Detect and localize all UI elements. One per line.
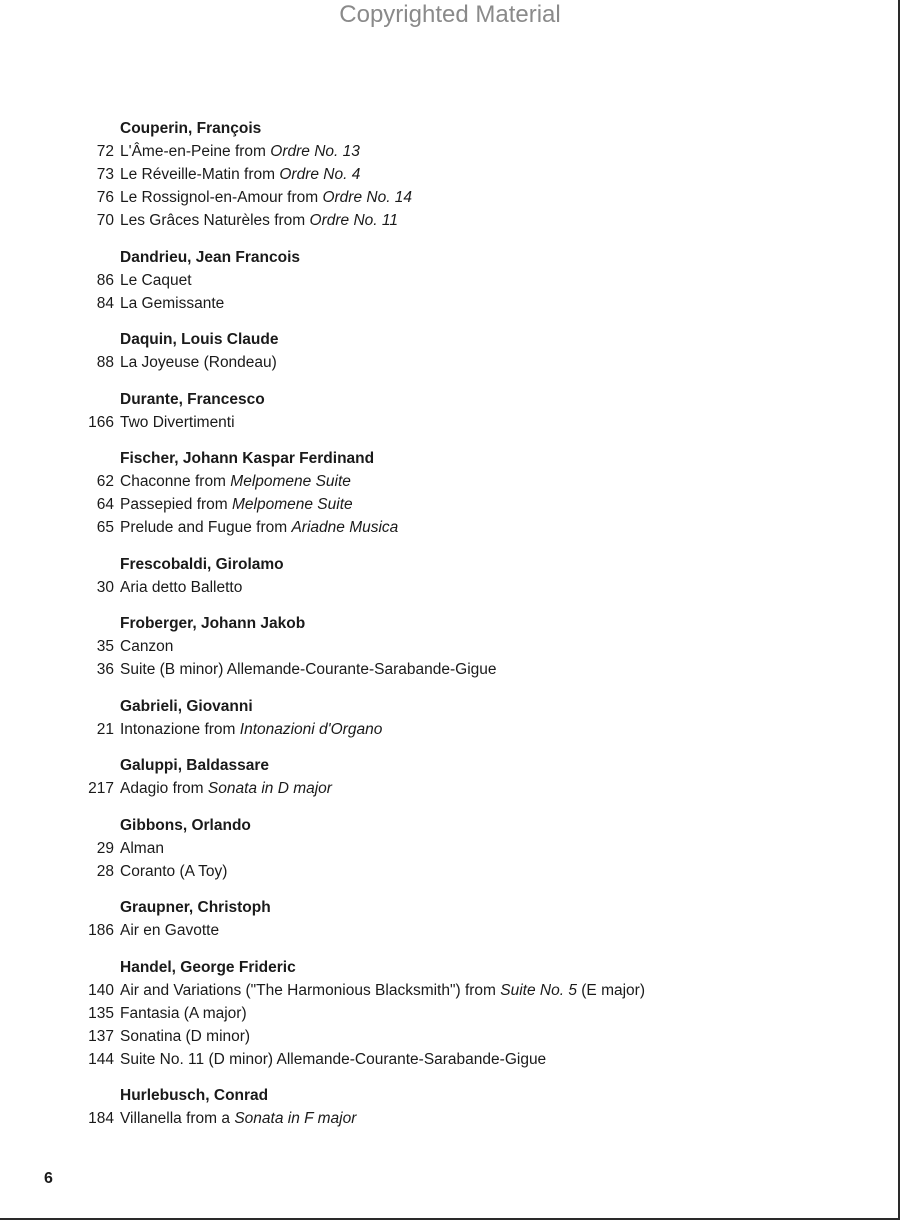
- composer-section: [78, 814, 838, 883]
- entry-page-number: 86: [96, 271, 114, 289]
- entry-title-text: Passepied from: [120, 496, 232, 513]
- entry-title: [114, 516, 398, 539]
- entry-title: [114, 919, 219, 942]
- composer-section: [78, 328, 838, 374]
- entry-title-text: Two Divertimenti: [120, 413, 235, 431]
- entry-page-number: 135: [88, 1004, 114, 1022]
- entry-title: [114, 658, 497, 681]
- entry-title-text: Adagio from: [120, 780, 208, 797]
- entry-page-number: 28: [96, 862, 114, 880]
- entry-page-number: 65: [96, 519, 114, 536]
- entry-title-text: Villanella from a: [120, 1110, 235, 1127]
- entry-source-work: Ariadne Musica: [291, 519, 399, 536]
- composer-name: Dandrieu, Jean Francois: [120, 248, 301, 266]
- entry-title-text: La Joyeuse (Rondeau): [120, 354, 277, 371]
- composer-section: [78, 388, 838, 434]
- composer-name: Couperin, François: [120, 120, 262, 137]
- entry-page-number: 64: [96, 496, 114, 513]
- index-entry: [78, 411, 838, 434]
- entry-title: [114, 837, 164, 860]
- entry-title-text: Suite (B minor) Allemande-Courante-Sarabande-Gigue: [120, 661, 497, 678]
- entry-title: [114, 493, 353, 516]
- entry-page-number: 73: [96, 166, 114, 183]
- index-entry: [78, 351, 838, 374]
- entry-page-number: 88: [96, 354, 114, 371]
- entry-source-work: Sonata in D major: [207, 780, 332, 797]
- entry-source-work: Melpomene Suite: [230, 473, 351, 490]
- entry-title-text: L'Âme-en-Peine from: [120, 143, 271, 160]
- entry-page-number: 36: [96, 661, 114, 678]
- index-entry: [78, 1002, 838, 1025]
- entry-page-number: 29: [96, 839, 114, 857]
- entry-page-number: 70: [96, 212, 114, 229]
- composer-name: Hurlebusch, Conrad: [120, 1087, 269, 1104]
- entry-page-number: 84: [96, 294, 114, 312]
- entry-page-number: 30: [96, 578, 114, 596]
- entry-title-text: Air and Variations ("The Harmonious Blacksmith") from: [120, 981, 501, 999]
- entry-source-work: Ordre No. 11: [309, 212, 398, 229]
- index-entry: [78, 1048, 838, 1071]
- entry-title-text: Air en Gavotte: [120, 922, 220, 939]
- index-entry: [78, 658, 838, 681]
- composer-name: Handel, George Frideric: [120, 958, 296, 976]
- entry-title: [114, 140, 360, 163]
- index-entry: [78, 979, 838, 1002]
- entry-title-suffix: (E major): [576, 981, 645, 999]
- composer-section: [78, 246, 838, 315]
- index-entry: [78, 1107, 838, 1130]
- index-entry: [78, 919, 838, 942]
- composer-section: [78, 117, 838, 232]
- entry-title: [114, 576, 242, 599]
- composer-section: [78, 612, 838, 681]
- composer-section: [78, 553, 838, 599]
- entry-title-text: Le Réveille-Matin from: [120, 166, 280, 183]
- entry-source-work: Suite No. 5: [500, 981, 577, 999]
- entry-title: [114, 635, 173, 658]
- index-entry: [78, 777, 838, 800]
- entry-page-number: 186: [88, 922, 114, 939]
- entry-title: [114, 269, 192, 292]
- composer-name: Daquin, Louis Claude: [120, 331, 279, 348]
- entry-title: [114, 209, 398, 232]
- index-entry: [78, 718, 838, 741]
- composer-section: [78, 695, 838, 741]
- composer-name: Gabrieli, Giovanni: [120, 697, 253, 715]
- index-entry: [78, 292, 838, 315]
- composer-section: [78, 956, 838, 1071]
- index-entry: [78, 1025, 838, 1048]
- entry-title: [114, 1048, 546, 1071]
- composer-name: Graupner, Christoph: [120, 899, 271, 916]
- composer-name: Froberger, Johann Jakob: [120, 615, 306, 632]
- entry-title: [114, 411, 235, 434]
- entry-source-work: Melpomene Suite: [232, 496, 353, 513]
- composer-name: Galuppi, Baldassare: [120, 757, 270, 774]
- entry-page-number: 140: [88, 981, 114, 999]
- entry-title: [114, 860, 227, 883]
- composer-section: [78, 447, 838, 539]
- index-entry: [78, 470, 838, 493]
- entry-title: [114, 1002, 247, 1025]
- entry-title: [114, 186, 412, 209]
- entry-title-text: Fantasia (A major): [120, 1004, 247, 1022]
- index-entry: [78, 140, 838, 163]
- entry-title: [114, 979, 645, 1002]
- entry-title-text: Aria detto Balletto: [120, 578, 243, 596]
- entry-title: [114, 163, 360, 186]
- entry-title-text: Alman: [120, 839, 164, 857]
- index-entry: [78, 209, 838, 232]
- entry-title-text: Le Caquet: [120, 271, 192, 289]
- entry-title: [114, 292, 224, 315]
- entry-page-number: 184: [88, 1110, 114, 1127]
- entry-title: [114, 1107, 356, 1130]
- entry-page-number: 62: [96, 473, 114, 490]
- composer-section: [78, 754, 838, 800]
- composer-section: [78, 896, 838, 942]
- page-number: 6: [44, 1170, 53, 1187]
- entry-title: [114, 351, 277, 374]
- index-entry: [78, 635, 838, 658]
- entry-page-number: 72: [96, 143, 114, 160]
- entry-title-text: Intonazione from: [120, 720, 240, 738]
- composer-name: Fischer, Johann Kaspar Ferdinand: [120, 450, 375, 467]
- entry-page-number: 35: [96, 638, 114, 655]
- index-entry: [78, 186, 838, 209]
- entry-page-number: 137: [88, 1027, 114, 1045]
- index-entry: [78, 860, 838, 883]
- copyright-watermark: Copyrighted Material: [339, 1, 561, 28]
- index-entry: [78, 516, 838, 539]
- entry-title: [114, 470, 351, 493]
- entry-page-number: 21: [96, 720, 114, 738]
- composer-name: Gibbons, Orlando: [120, 816, 251, 834]
- entry-source-work: Ordre No. 14: [322, 189, 413, 206]
- entry-page-number: 144: [88, 1050, 114, 1068]
- index-entry: [78, 163, 838, 186]
- composer-name: Frescobaldi, Girolamo: [120, 555, 284, 573]
- index-entry: [78, 576, 838, 599]
- entry-title-text: La Gemissante: [120, 294, 225, 312]
- entry-title-text: Le Rossignol-en-Amour from: [120, 189, 323, 206]
- index-entry: [78, 837, 838, 860]
- entry-source-work: Sonata in F major: [234, 1110, 357, 1127]
- entry-title: [114, 777, 332, 800]
- entry-page-number: 217: [88, 780, 114, 797]
- entry-title-text: Coranto (A Toy): [120, 862, 228, 880]
- entry-page-number: 166: [88, 413, 114, 431]
- entry-title-text: Les Grâces Naturèles from: [120, 212, 310, 229]
- index-entry: [78, 269, 838, 292]
- entry-title-text: Canzon: [120, 638, 174, 655]
- entry-source-work: Ordre No. 4: [279, 166, 361, 183]
- entry-title-text: Prelude and Fugue from: [120, 519, 292, 536]
- entry-title: [114, 718, 382, 741]
- entry-title-text: Chaconne from: [120, 473, 231, 490]
- composer-section: [78, 1084, 838, 1130]
- entry-title: [114, 1025, 250, 1048]
- index-entry: [78, 493, 838, 516]
- composer-index: [78, 117, 838, 1144]
- entry-title-text: Sonatina (D minor): [120, 1027, 251, 1045]
- entry-page-number: 76: [96, 189, 114, 206]
- entry-source-work: Intonazioni d'Organo: [239, 720, 383, 738]
- entry-source-work: Ordre No. 13: [270, 143, 360, 160]
- composer-name: Durante, Francesco: [120, 390, 265, 408]
- entry-title-text: Suite No. 11 (D minor) Allemande-Courante-Sarabande-Gigue: [120, 1050, 547, 1068]
